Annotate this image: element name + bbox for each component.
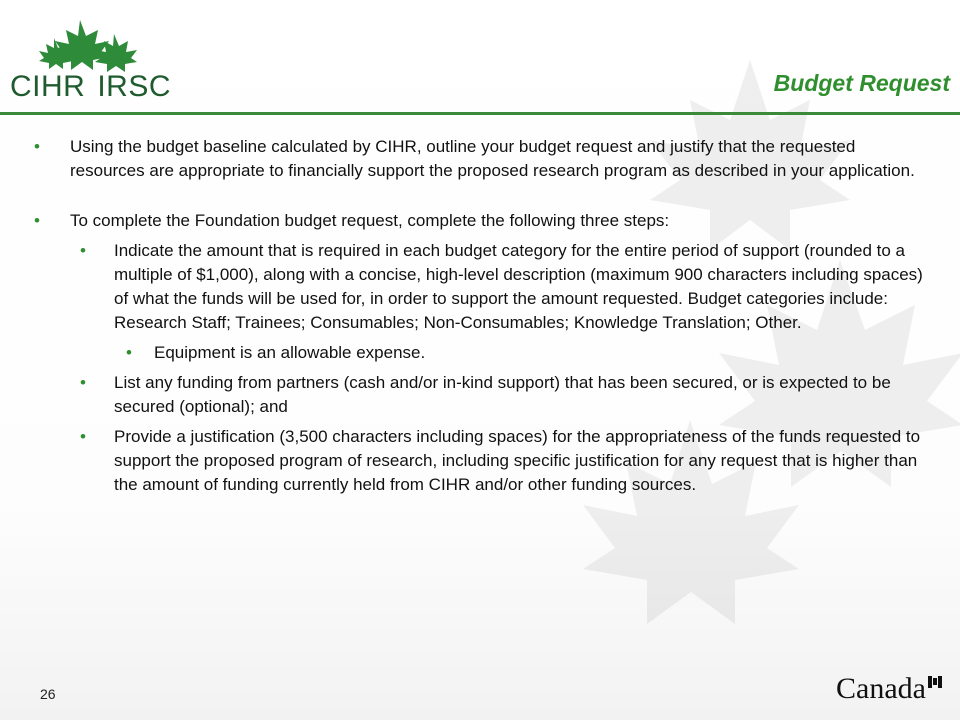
canada-wordmark-text: Canada bbox=[836, 672, 926, 705]
bullet-icon: • bbox=[80, 241, 86, 260]
sub-bullet-item bbox=[30, 239, 930, 335]
sub-sub-bullet-text: Equipment is an allowable expense. bbox=[154, 343, 426, 362]
logo-fr: IRSC bbox=[97, 70, 172, 103]
bullet-icon: • bbox=[126, 343, 132, 362]
logo-en: CIHR bbox=[10, 70, 86, 103]
sub-bullet-item bbox=[30, 425, 930, 497]
canada-wordmark bbox=[836, 672, 942, 706]
bullet-text: Using the budget baseline calculated by CIHR, outline your budget request and justify that the requested resources are appropriate to financially support the proposed research program as described in your application. bbox=[70, 137, 915, 180]
page-number: 26 bbox=[40, 686, 56, 702]
bullet-item bbox=[30, 135, 930, 183]
sub-sub-bullet-item bbox=[30, 341, 930, 365]
canada-flag-icon bbox=[928, 676, 942, 688]
bullet-icon: • bbox=[80, 427, 86, 446]
sub-bullet-text: Indicate the amount that is required in each budget category for the entire period of support (rounded to a multiple of $1,000), along with a concise, high-level description (maximum 900 characters including spaces) of what the funds will be used for, in order to support the amount requested. Budget categories include: Research Staff; Trainees; Consumables; Non-Consumables; Knowledge Translation; Other. bbox=[114, 241, 923, 332]
bullet-icon: • bbox=[80, 373, 86, 392]
sub-bullet-item bbox=[30, 371, 930, 419]
sub-bullet-text: Provide a justification (3,500 characters including spaces) for the appropriateness of the funds requested to support the proposed program of research, including specific justification for any request that is higher than the amount of funding currently held from CIHR and/or other funding sources. bbox=[114, 427, 921, 494]
bullet-text: To complete the Foundation budget request, complete the following three steps: bbox=[70, 211, 670, 230]
slide-title: Budget Request bbox=[773, 70, 950, 96]
bullet-item bbox=[30, 209, 930, 233]
bullet-icon: • bbox=[34, 137, 40, 156]
title-divider bbox=[0, 112, 960, 115]
sub-bullet-text: List any funding from partners (cash and/or in-kind support) that has been secured, or is expected to be secured (optional); and bbox=[114, 373, 891, 416]
cihr-logo-wordmark bbox=[10, 70, 171, 104]
bullet-icon: • bbox=[34, 211, 40, 230]
slide-content bbox=[30, 135, 930, 497]
